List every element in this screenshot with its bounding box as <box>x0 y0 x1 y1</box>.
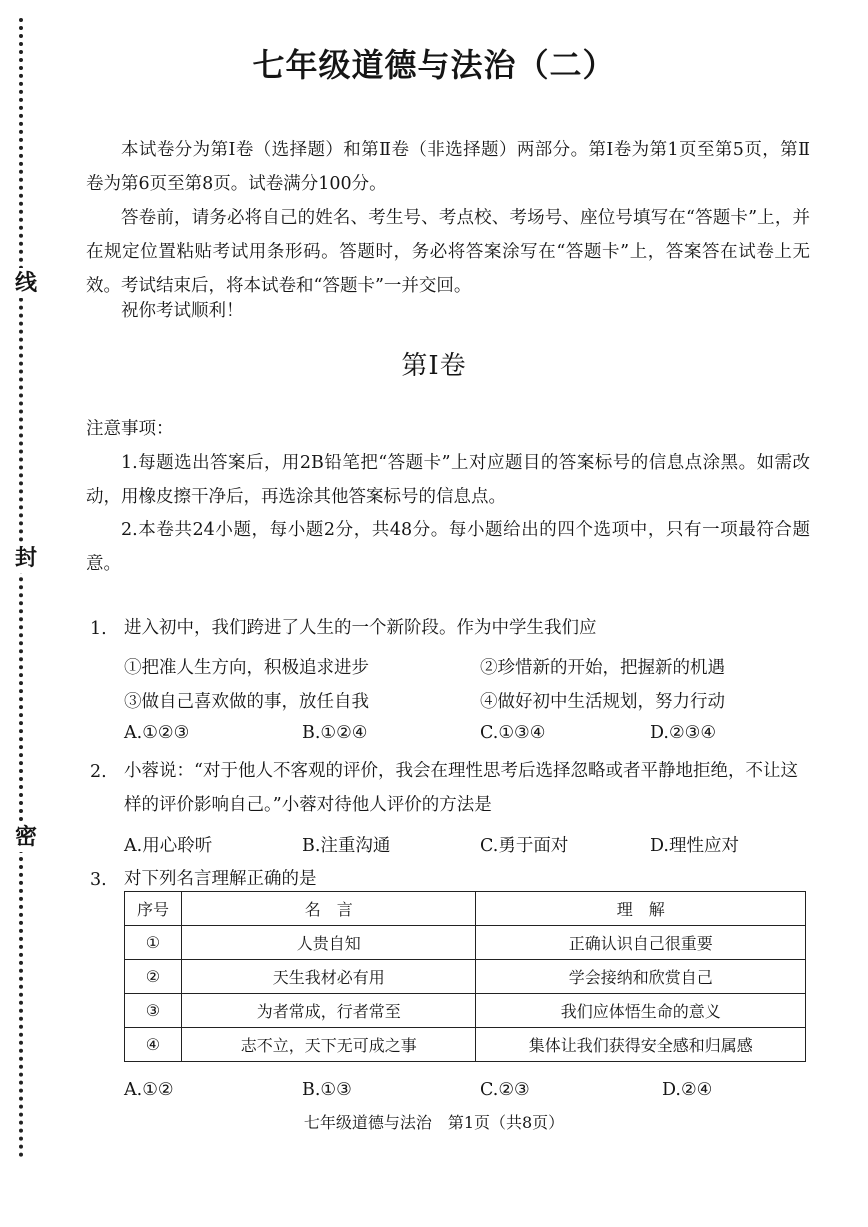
page-title: 七年级道德与法治（二） <box>252 46 616 84</box>
intro-paragraph-3: 祝你考试顺利！ <box>121 301 244 321</box>
q1-item-4: ④做好初中生活规划，努力行动 <box>480 692 725 712</box>
q1-number: 1. <box>90 619 107 639</box>
notes-heading: 注意事项： <box>86 419 174 439</box>
q1-item-3: ③做自己喜欢做的事，放任自我 <box>124 692 369 712</box>
q1-item-1: ①把准人生方向，积极追求进步 <box>124 658 369 678</box>
row-understanding: 学会接纳和欣赏自己 <box>476 960 806 994</box>
q1-stem: 进入初中，我们跨进了人生的一个新阶段。作为中学生我们应 <box>124 618 597 638</box>
q3-option-c: C.②③ <box>480 1080 530 1100</box>
q2-number: 2. <box>90 762 107 782</box>
q3-stem: 对下列名言理解正确的是 <box>124 869 317 889</box>
q1-item-2: ②珍惜新的开始，把握新的机遇 <box>480 658 725 678</box>
q3-quotes-table <box>124 891 806 1062</box>
row-index: ④ <box>125 1028 182 1062</box>
header-cell-understanding: 理 解 <box>476 892 806 926</box>
row-understanding: 我们应体悟生命的意义 <box>476 994 806 1028</box>
notes-item-1: 1.每题选出答案后，用2B铅笔把“答题卡”上对应题目的答案标号的信息点涂黑。如需改动，用橡皮擦干净后，再选涂其他答案标号的信息点。 <box>86 453 810 507</box>
row-index: ③ <box>125 994 182 1028</box>
header-cell-index: 序号 <box>125 892 182 926</box>
q3-option-b: B.①③ <box>302 1080 352 1100</box>
row-index: ① <box>125 926 182 960</box>
intro-paragraph-1: 本试卷分为第Ⅰ卷（选择题）和第Ⅱ卷（非选择题）两部分。第Ⅰ卷为第1页至第5页，第Ⅱ卷为第6页至第8页。试卷满分100分。 <box>86 140 810 194</box>
q3-option-a: A.①② <box>124 1080 174 1100</box>
row-understanding: 集体让我们获得安全感和归属感 <box>476 1028 806 1062</box>
table-row <box>125 1028 806 1062</box>
row-index: ② <box>125 960 182 994</box>
binding-dotted-line <box>19 18 23 1158</box>
section-title: 第Ⅰ卷 <box>401 351 467 381</box>
row-quote: 人贵自知 <box>181 926 476 960</box>
table-row <box>125 960 806 994</box>
table-row <box>125 926 806 960</box>
header-cell-quote: 名 言 <box>181 892 476 926</box>
row-understanding: 正确认识自己很重要 <box>476 926 806 960</box>
row-quote: 天生我材必有用 <box>181 960 476 994</box>
row-quote: 为者常成，行者常至 <box>181 994 476 1028</box>
row-quote: 志不立，天下无可成之事 <box>181 1028 476 1062</box>
q2-option-b: B.注重沟通 <box>302 836 391 856</box>
q1-option-b: B.①②④ <box>302 723 368 743</box>
notes-item-2: 2.本卷共24小题，每小题2分，共48分。每小题给出的四个选项中，只有一项最符合题意。 <box>86 520 810 574</box>
q1-option-a: A.①②③ <box>124 723 190 743</box>
q2-option-d: D.理性应对 <box>650 836 739 856</box>
q2-option-a: A.用心聆听 <box>124 836 213 856</box>
q3-number: 3. <box>90 870 107 890</box>
table-header-row <box>125 892 806 926</box>
q2-option-c: C.勇于面对 <box>480 836 569 856</box>
page-footer: 七年级道德与法治 第1页（共8页） <box>303 1113 565 1132</box>
binding-label-feng: 封 <box>12 543 40 573</box>
table-row <box>125 994 806 1028</box>
q3-option-d: D.②④ <box>662 1080 713 1100</box>
q1-option-c: C.①③④ <box>480 723 546 743</box>
intro-paragraph-2: 答卷前，请务必将自己的姓名、考生号、考点校、考场号、座位号填写在“答题卡”上，并在规定位置粘贴考试用条形码。答题时，务必将答案涂写在“答题卡”上，答案答在试卷上无效。考试结束后，将本试卷和“答题卡”一并交回。 <box>86 208 810 296</box>
binding-label-xian: 线 <box>12 268 40 298</box>
q2-stem: 小蓉说：“对于他人不客观的评价，我会在理性思考后选择忽略或者平静地拒绝，不让这样的评价影响自己。”小蓉对待他人评价的方法是 <box>124 761 798 815</box>
binding-label-mi: 密 <box>12 822 40 852</box>
q1-option-d: D.②③④ <box>650 723 717 743</box>
